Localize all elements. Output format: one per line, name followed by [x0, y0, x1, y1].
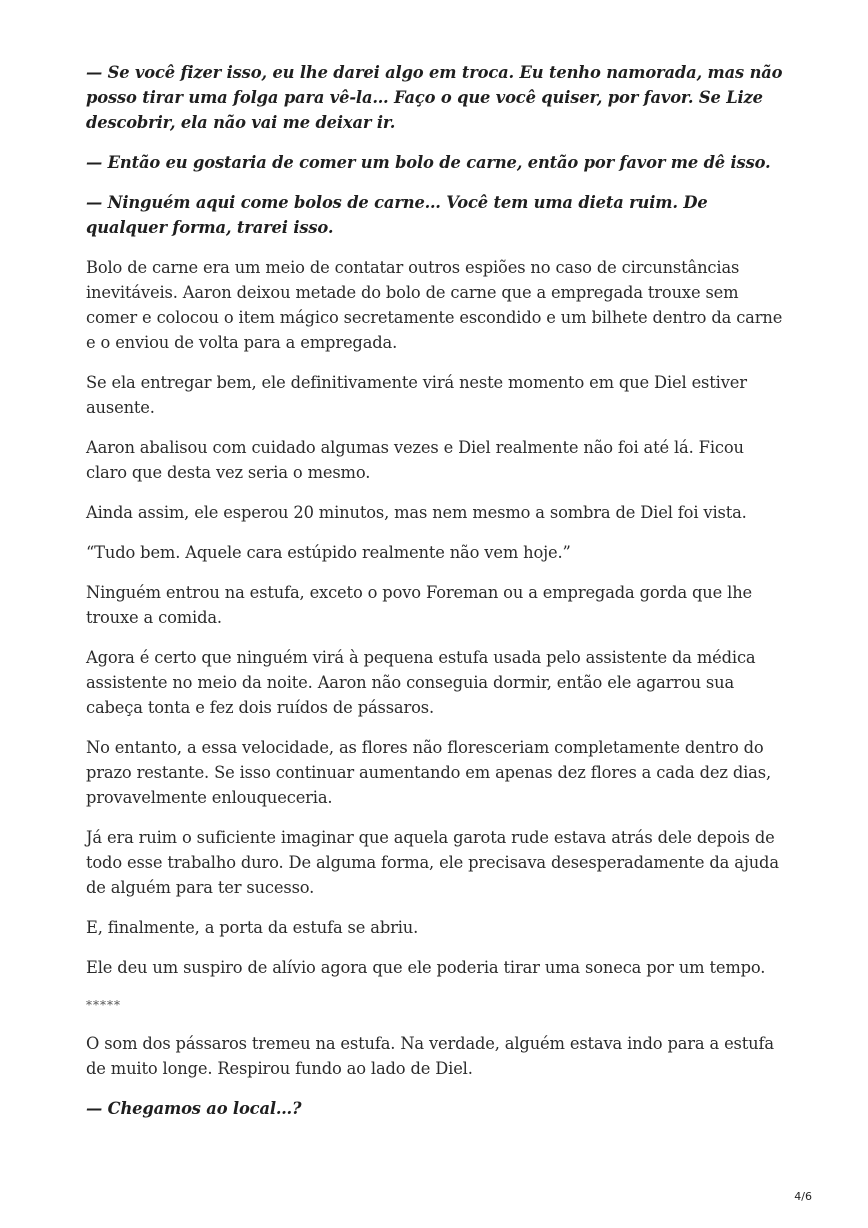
narration-paragraph: No entanto, a essa velocidade, as flores não floresceriam completamente dentro do prazo restante. Se isso continuar aumentando em apenas dez flores a cada dez dias, provavelmente enlouqueceria.: [86, 738, 771, 807]
dialogue-paragraph: — Ninguém aqui come bolos de carne… Você tem uma dieta ruim. De qualquer forma, trarei isso.: [86, 193, 708, 237]
narration-paragraph: O som dos pássaros tremeu na estufa. Na verdade, alguém estava indo para a estufa de muito longe. Respirou fundo ao lado de Diel.: [86, 1034, 774, 1078]
narration-paragraph: Já era ruim o suficiente imaginar que aquela garota rude estava atrás dele depois de todo esse trabalho duro. De alguma forma, ele precisava desesperadamente da ajuda de alguém para ter sucesso.: [86, 828, 779, 897]
narration-paragraph: E, finalmente, a porta da estufa se abriu.: [86, 918, 419, 937]
narration-paragraph: Se ela entregar bem, ele definitivamente virá neste momento em que Diel estiver ausente.: [86, 373, 747, 417]
dialogue-paragraph: — Se você fizer isso, eu lhe darei algo em troca. Eu tenho namorada, mas não posso tirar uma folga para vê-la… Faço o que você quiser, por favor. Se Lize descobrir, ela não vai me deixar ir.: [86, 63, 783, 132]
document-body: [86, 60, 786, 1136]
narration-paragraph: Ele deu um suspiro de alívio agora que ele poderia tirar uma soneca por um tempo.: [86, 958, 766, 977]
page-number: 4/6: [794, 1190, 812, 1203]
scene-separator: *****: [86, 998, 121, 1012]
dialogue-paragraph: — Então eu gostaria de comer um bolo de carne, então por favor me dê isso.: [86, 153, 771, 172]
narration-paragraph: “Tudo bem. Aquele cara estúpido realmente não vem hoje.”: [86, 543, 571, 562]
narration-paragraph: Agora é certo que ninguém virá à pequena estufa usada pelo assistente da médica assistente no meio da noite. Aaron não conseguia dormir, então ele agarrou sua cabeça tonta e fez dois ruídos de pássaros.: [86, 648, 756, 717]
narration-paragraph: Ainda assim, ele esperou 20 minutos, mas nem mesmo a sombra de Diel foi vista.: [86, 503, 747, 522]
dialogue-paragraph: — Chegamos ao local…?: [86, 1099, 302, 1118]
narration-paragraph: Ninguém entrou na estufa, exceto o povo Foreman ou a empregada gorda que lhe trouxe a comida.: [86, 583, 753, 627]
narration-paragraph: Bolo de carne era um meio de contatar outros espiões no caso de circunstâncias inevitáveis. Aaron deixou metade do bolo de carne que a empregada trouxe sem comer e colocou o item mágico secretamente escondido e um bilhete dentro da carne e o enviou de volta para a empregada.: [86, 258, 783, 352]
narration-paragraph: Aaron abalisou com cuidado algumas vezes e Diel realmente não foi até lá. Ficou claro que desta vez seria o mesmo.: [86, 438, 744, 482]
